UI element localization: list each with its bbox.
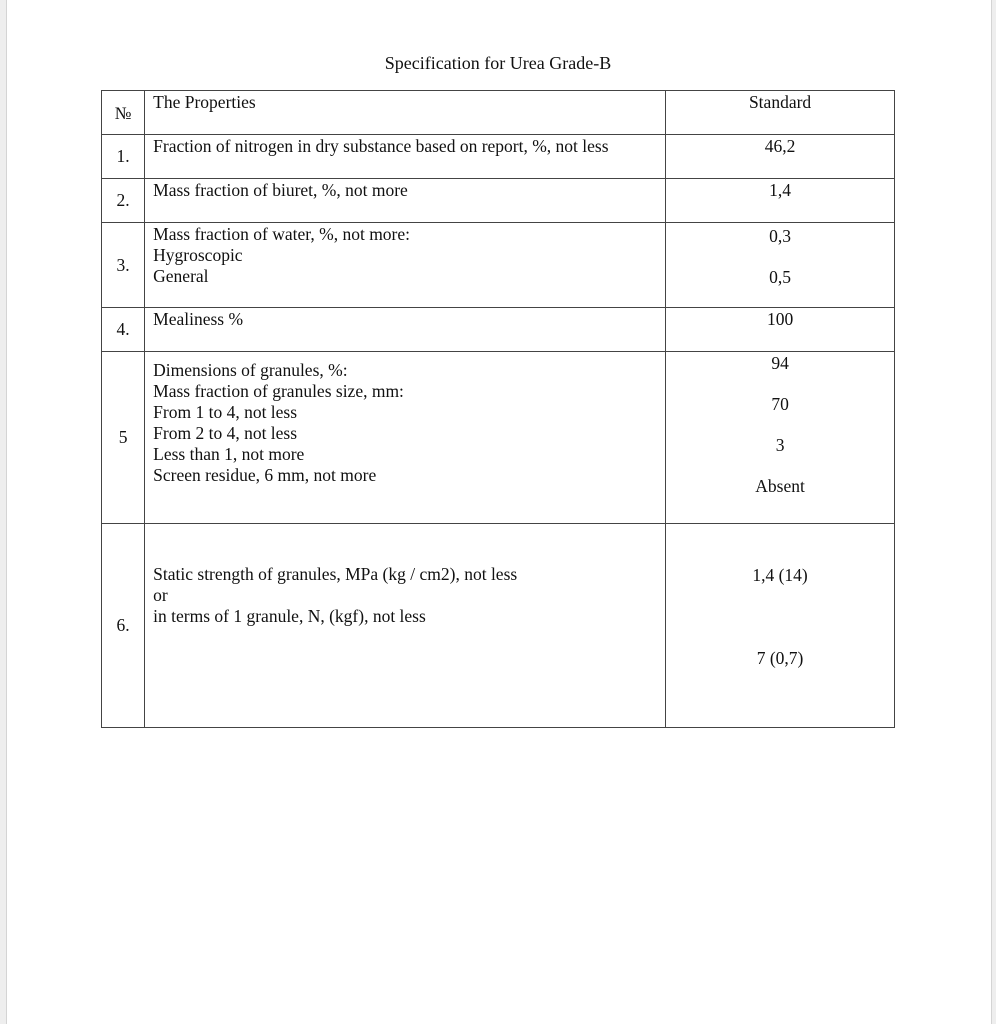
row-number: 4. — [102, 308, 145, 352]
row-standard — [666, 179, 895, 223]
row-property — [145, 524, 666, 728]
document-title: Specification for Urea Grade-B — [384, 53, 612, 73]
header-standard: Standard — [666, 91, 895, 135]
table-row — [102, 179, 895, 223]
property-line: Screen residue, 6 mm, not more — [153, 465, 377, 485]
row-standard — [666, 524, 895, 728]
property-line: Less than 1, not more — [153, 444, 305, 464]
standard-value: 1,4 (14) — [752, 565, 808, 585]
standard-value: 7 (0,7) — [756, 648, 804, 668]
standard-value: 94 — [771, 353, 789, 373]
standard-value: Absent — [755, 476, 805, 496]
specification-table — [101, 90, 895, 728]
property-line: in terms of 1 granule, N, (kgf), not less — [153, 606, 426, 626]
property-line: Mass fraction of biuret, %, not more — [153, 180, 408, 200]
property-line: Mealiness % — [153, 309, 244, 329]
standard-value: 46,2 — [764, 136, 796, 156]
standard-value: 0,3 — [769, 226, 791, 246]
row-standard — [666, 223, 895, 308]
standard-value: 3 — [775, 435, 785, 455]
row-property — [145, 179, 666, 223]
property-line: Dimensions of granules, %: — [153, 360, 348, 380]
row-property — [145, 135, 666, 179]
row-number: 3. — [102, 223, 145, 308]
property-line: From 1 to 4, not less — [153, 402, 298, 422]
row-number: 2. — [102, 179, 145, 223]
property-line: Static strength of granules, MPa (kg / cm2), not less — [153, 564, 518, 584]
property-line: Mass fraction of granules size, mm: — [153, 381, 404, 401]
row-number: 6. — [102, 524, 145, 728]
standard-value: 100 — [766, 309, 794, 329]
table-header-row — [102, 91, 895, 135]
property-line: General — [153, 266, 209, 286]
header-property: The Properties — [145, 91, 666, 135]
property-line: From 2 to 4, not less — [153, 423, 298, 443]
property-line: or — [153, 585, 168, 605]
table-row — [102, 352, 895, 524]
table-row — [102, 308, 895, 352]
row-number: 5 — [102, 352, 145, 524]
row-number: 1. — [102, 135, 145, 179]
table-row — [102, 223, 895, 308]
row-property — [145, 308, 666, 352]
row-property — [145, 352, 666, 524]
standard-value: 1,4 — [769, 180, 791, 200]
property-line: Fraction of nitrogen in dry substance based on report, %, not less — [153, 136, 609, 156]
row-standard — [666, 352, 895, 524]
property-line: Mass fraction of water, %, not more: — [153, 224, 411, 244]
header-number: № — [102, 91, 145, 135]
table-row — [102, 524, 895, 728]
standard-value: 0,5 — [769, 267, 791, 287]
row-property — [145, 223, 666, 308]
standard-value: 70 — [771, 394, 789, 414]
table-row — [102, 135, 895, 179]
row-standard — [666, 135, 895, 179]
property-line: Hygroscopic — [153, 245, 243, 265]
row-standard — [666, 308, 895, 352]
